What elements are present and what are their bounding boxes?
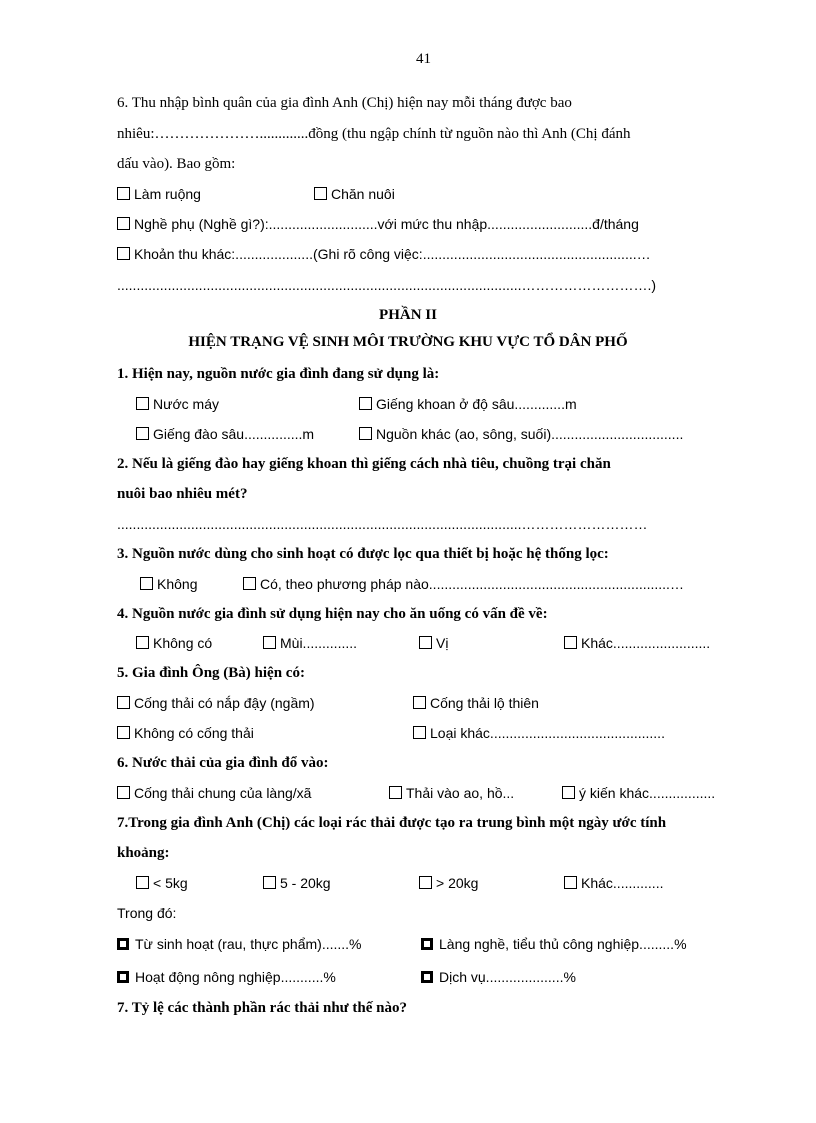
option-sinh-hoat[interactable] (117, 937, 362, 951)
option-label: Từ sinh hoạt (rau, thực phẩm).......% (135, 936, 362, 952)
option-under-5kg[interactable] (136, 876, 188, 890)
option-lam-ruong[interactable] (117, 187, 201, 201)
checkbox[interactable] (136, 427, 149, 440)
option-label: Giếng đào sâu...............m (153, 426, 315, 442)
income-question-line1: 6. Thu nhập bình quân của gia đình Anh (Chị) hiện nay mỗi tháng được bao (117, 95, 572, 111)
option-gieng-dao[interactable] (136, 427, 314, 441)
option-label: Nước máy (153, 396, 220, 412)
option-cong-lo-thien[interactable] (413, 696, 539, 710)
page-number: 41 (416, 51, 431, 67)
option-khac-amount[interactable] (564, 876, 663, 890)
dotted-fill-line: ........................................................................................................……………………….) (117, 277, 657, 293)
trong-do-label: Trong đó: (117, 905, 177, 921)
option-label: Cống thải chung của làng/xã (134, 785, 312, 801)
checkbox[interactable] (419, 636, 432, 649)
checkbox[interactable] (117, 217, 130, 230)
well-distance-question-line2: nuôi bao nhiêu mét? (117, 486, 248, 502)
option-nuoc-may[interactable] (136, 397, 219, 411)
well-distance-question-line1: 2. Nếu là giếng đào hay giếng khoan thì giếng cách nhà tiêu, chuồng trại chăn (117, 456, 611, 472)
checkbox[interactable] (389, 786, 402, 799)
checkbox[interactable] (136, 636, 149, 649)
checkbox[interactable] (263, 876, 276, 889)
dotted-fill-line: ........................................................................................................……………………… (117, 516, 648, 532)
option-label: Mùi.............. (280, 635, 358, 651)
option-label: Chăn nuôi (331, 186, 395, 202)
option-label: Cống thải có nắp đậy (ngầm) (134, 695, 315, 711)
option-label: Loại khác............................................. (430, 725, 665, 741)
option-label: > 20kg (436, 875, 479, 891)
checkbox[interactable] (117, 971, 129, 983)
option-label: ý kiến khác................. (579, 785, 716, 801)
checkbox[interactable] (117, 938, 129, 950)
part-label: PHẦN II (379, 307, 437, 323)
water-source-question: 1. Hiện nay, nguồn nước gia đình đang sử dụng là: (117, 366, 440, 382)
option-label: Khoản thu khác:....................(Ghi rõ công việc:.......................................................… (134, 246, 651, 262)
option-over-20kg[interactable] (419, 876, 478, 890)
option-khong-cong[interactable] (117, 726, 254, 740)
option-lang-nghe[interactable] (421, 937, 687, 951)
option-ao-ho[interactable] (389, 786, 514, 800)
waste-amount-question-line2: khoảng: (117, 845, 170, 861)
option-label: Nghề phụ (Nghề gì?):............................với mức thu nhập...........................đ/tháng (134, 216, 639, 232)
option-y-kien-khac[interactable] (562, 786, 715, 800)
option-cong-ngam[interactable] (117, 696, 315, 710)
option-label: Không có cống thải (134, 725, 254, 741)
checkbox[interactable] (421, 938, 433, 950)
checkbox[interactable] (359, 427, 372, 440)
checkbox[interactable] (359, 397, 372, 410)
option-label: < 5kg (153, 875, 188, 891)
option-khac[interactable] (564, 636, 710, 650)
water-filter-question: 3. Nguồn nước dùng cho sinh hoạt có được lọc qua thiết bị hoặc hệ thống lọc: (117, 546, 609, 562)
option-label: Không (157, 576, 198, 592)
option-label: Giếng khoan ở độ sâu.............m (376, 396, 577, 412)
option-loai-khac[interactable] (413, 726, 665, 740)
option-khoan-thu-khac[interactable] (117, 247, 651, 261)
option-label: 5 - 20kg (280, 875, 331, 891)
option-mui[interactable] (263, 636, 357, 650)
checkbox[interactable] (562, 786, 575, 799)
checkbox[interactable] (419, 876, 432, 889)
checkbox[interactable] (140, 577, 153, 590)
income-question-line2: nhiêu:………………….............đồng (thu ngập chính từ nguồn nào thì Anh (Chị đánh (117, 126, 631, 142)
option-label: Thải vào ao, hồ... (406, 785, 515, 801)
option-label: Hoạt động nông nghiệp...........% (135, 969, 336, 985)
option-vi[interactable] (419, 636, 448, 650)
option-khong-co[interactable] (136, 636, 212, 650)
option-khong-loc[interactable] (140, 577, 197, 591)
option-nguon-khac[interactable] (359, 427, 683, 441)
option-nghe-phu[interactable] (117, 217, 639, 231)
checkbox[interactable] (243, 577, 256, 590)
option-nong-nghiep[interactable] (117, 970, 336, 984)
checkbox[interactable] (117, 726, 130, 739)
option-5-20kg[interactable] (263, 876, 331, 890)
option-label: Làng nghề, tiểu thủ công nghiệp.........% (439, 936, 687, 952)
option-label: Vị (436, 635, 449, 651)
checkbox[interactable] (263, 636, 276, 649)
drainage-question: 5. Gia đình Ông (Bà) hiện có: (117, 665, 305, 681)
option-label: Dịch vụ....................% (439, 969, 576, 985)
checkbox[interactable] (564, 876, 577, 889)
waste-composition-question: 7. Tỷ lệ các thành phần rác thải như thế nào? (117, 1000, 408, 1016)
checkbox[interactable] (413, 726, 426, 739)
checkbox[interactable] (117, 696, 130, 709)
option-gieng-khoan[interactable] (359, 397, 577, 411)
checkbox[interactable] (421, 971, 433, 983)
wastewater-question: 6. Nước thải của gia đình đổ vào: (117, 755, 329, 771)
checkbox[interactable] (413, 696, 426, 709)
option-label: Có, theo phương pháp nào..............................................................… (260, 576, 684, 592)
waste-amount-question-line1: 7.Trong gia đình Anh (Chị) các loại rác thải được tạo ra trung bình một ngày ước tính (117, 815, 667, 831)
option-co-loc[interactable] (243, 577, 684, 591)
part-title: HIỆN TRẠNG VỆ SINH MÔI TRƯỜNG KHU VỰC TỔ DÂN PHỐ (188, 334, 628, 350)
drinking-water-issue-question: 4. Nguồn nước gia đình sử dụng hiện nay cho ăn uống có vấn đề về: (117, 606, 548, 622)
checkbox[interactable] (117, 187, 130, 200)
checkbox[interactable] (117, 247, 130, 260)
option-cong-chung[interactable] (117, 786, 311, 800)
option-label: Làm ruộng (134, 186, 201, 202)
option-dich-vu[interactable] (421, 970, 576, 984)
checkbox[interactable] (564, 636, 577, 649)
income-question-line3: dấu vào). Bao gồm: (117, 156, 236, 172)
option-label: Nguồn khác (ao, sông, suối).................................. (376, 426, 684, 442)
option-label: Cống thải lộ thiên (430, 695, 539, 711)
checkbox[interactable] (117, 786, 130, 799)
checkbox[interactable] (136, 397, 149, 410)
checkbox[interactable] (314, 187, 327, 200)
option-chan-nuoi[interactable] (314, 187, 395, 201)
option-label: Khác............. (581, 875, 664, 891)
option-label: Khác......................... (581, 635, 711, 651)
option-label: Không có (153, 635, 213, 651)
checkbox[interactable] (136, 876, 149, 889)
